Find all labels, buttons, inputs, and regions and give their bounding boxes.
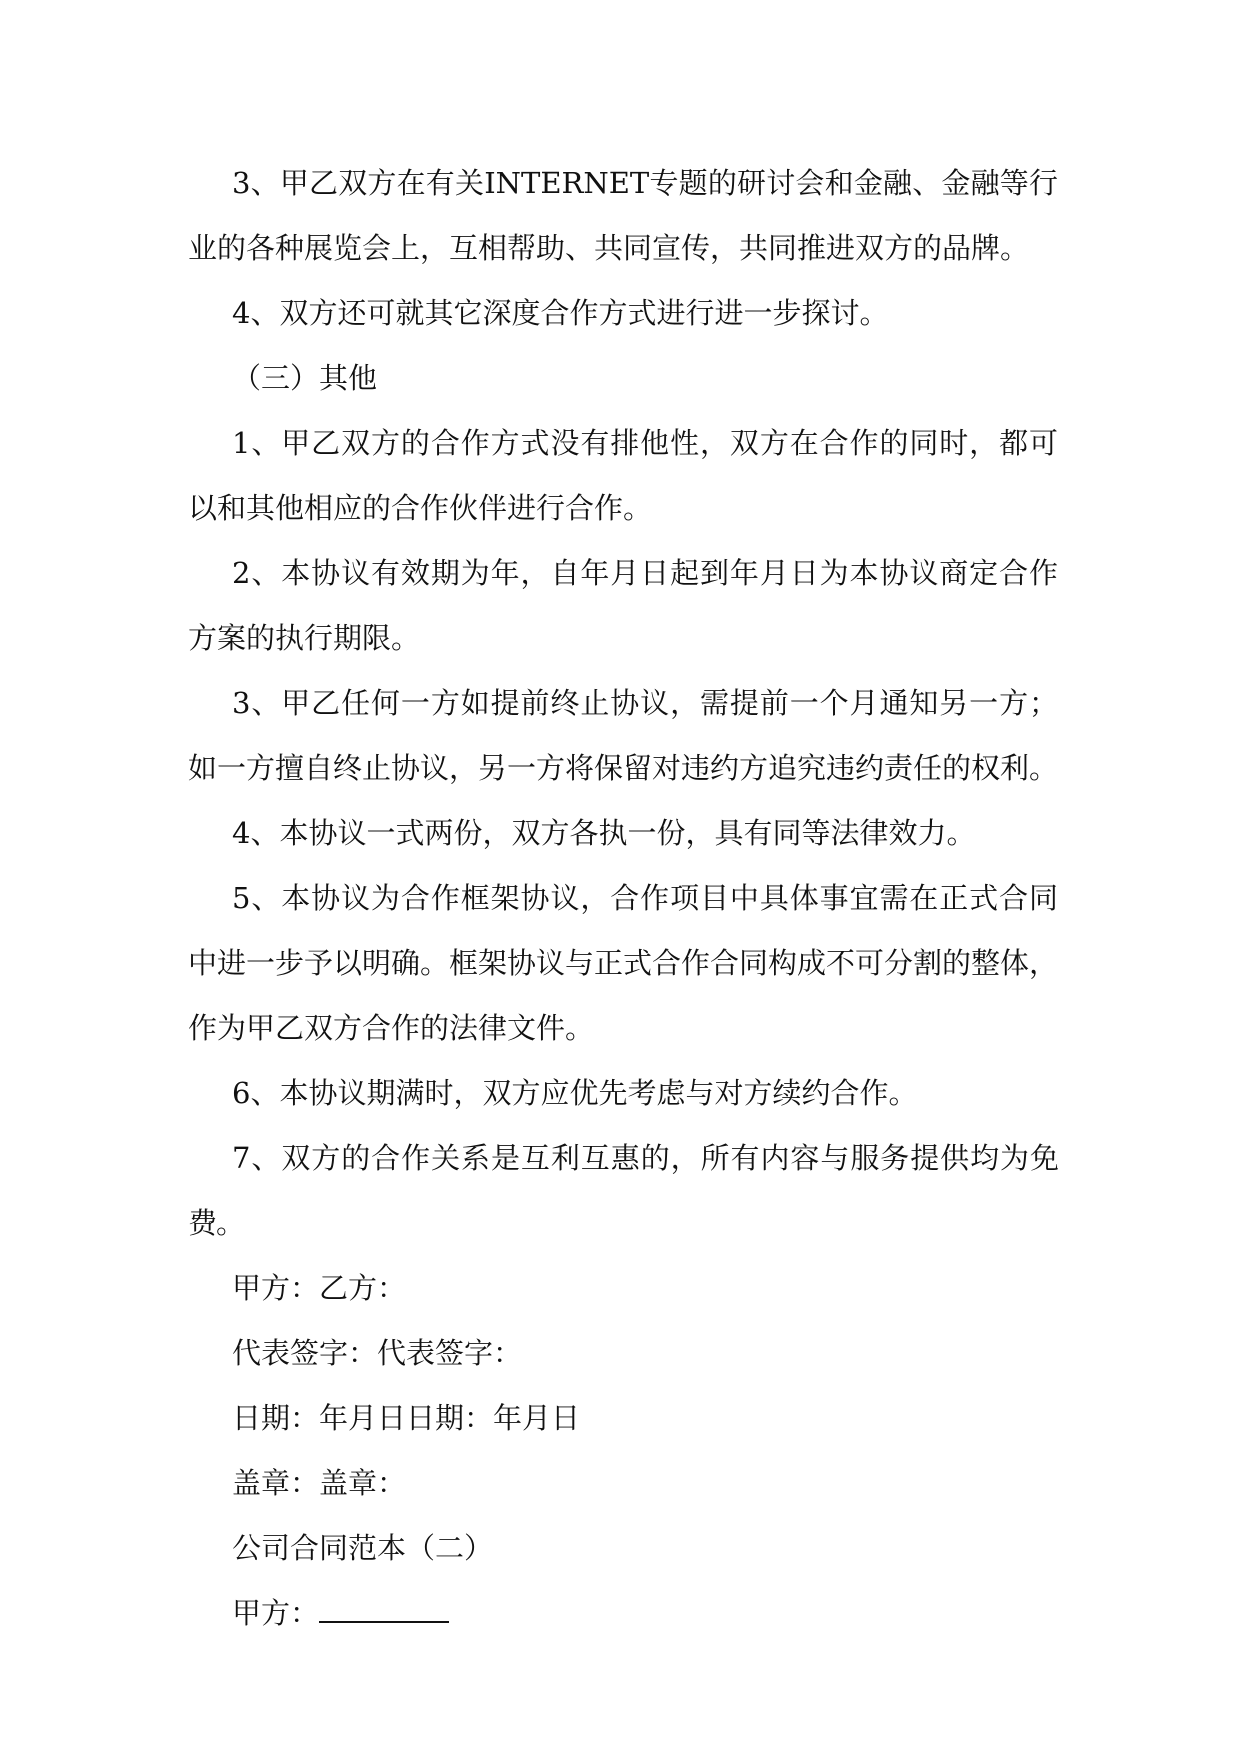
clause-7-free-service: 7、双方的合作关系是互利互惠的，所有内容与服务提供均为免费。 <box>188 1141 1058 1240</box>
clause-1-non-exclusive: 1、甲乙双方的合作方式没有排他性，双方在合作的同时，都可以和其他相应的合作伙伴进行合作。 <box>188 426 1058 525</box>
party-a-label: 甲方： <box>232 1596 320 1630</box>
clause-3-promotion: 3、甲乙双方在有关INTERNET专题的研讨会和金融、金融等行业的各种展览会上，互相帮助、共同宣传，共同推进双方的品牌。 <box>188 166 1058 265</box>
clause-4-copies: 4、本协议一式两份，双方各执一份，具有同等法律效力。 <box>232 816 976 850</box>
party-a-blank-field[interactable] <box>319 1597 449 1623</box>
clause-5-framework: 5、本协议为合作框架协议，合作项目中具体事宜需在正式合同中进一步予以明确。框架协议与正式合作合同构成不可分割的整体，作为甲乙双方合作的法律文件。 <box>188 881 1059 1045</box>
document-body <box>188 151 1058 1646</box>
clause-6-renewal: 6、本协议期满时，双方应优先考虑与对方续约合作。 <box>232 1076 918 1110</box>
clause-4-further-discussion: 4、双方还可就其它深度合作方式进行进一步探讨。 <box>232 296 889 330</box>
signature-date-line: 日期：年月日日期：年月日 <box>232 1401 581 1435</box>
clause-2-validity-period: 2、本协议有效期为年，自年月日起到年月日为本协议商定合作方案的执行期限。 <box>188 556 1058 655</box>
signature-representative-line: 代表签字：代表签字： <box>232 1336 523 1370</box>
party-a-line <box>188 1581 1058 1646</box>
template-title-two: 公司合同范本（二） <box>232 1531 494 1565</box>
signature-seal-line: 盖章：盖章： <box>232 1466 407 1500</box>
signature-party-line: 甲方：乙方： <box>232 1271 407 1305</box>
section-heading-other: （三）其他 <box>232 361 378 395</box>
clause-3-termination: 3、甲乙任何一方如提前终止协议，需提前一个月通知另一方；如一方擅自终止协议，另一方将保留对违约方追究违约责任的权利。 <box>188 686 1059 785</box>
